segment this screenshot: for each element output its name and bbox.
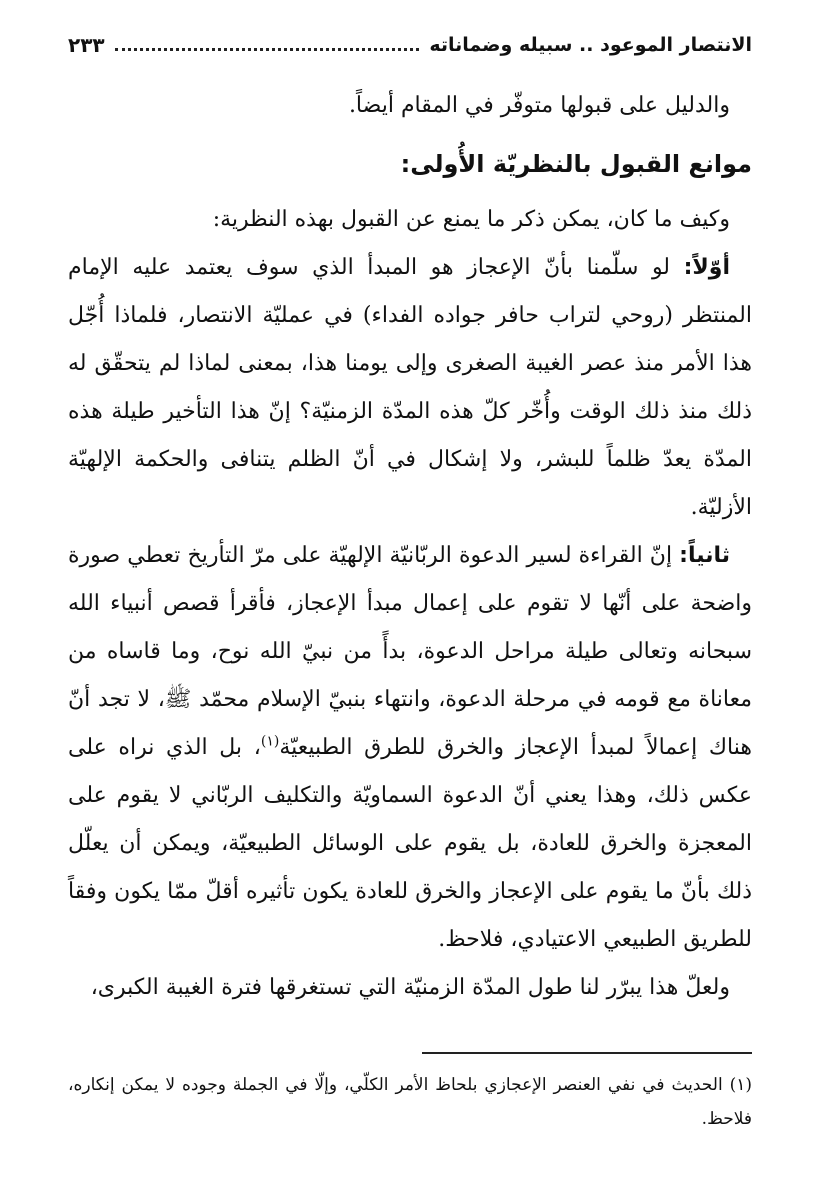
running-header — [68, 28, 752, 62]
paragraph-third: ولعلّ هذا يبرّر لنا طول المدّة الزمنيّة التي تستغرقها فترة الغيبة الكبرى، — [90, 975, 730, 1000]
page-number: ٢٣٣ — [68, 33, 105, 57]
point-two-text-a: إنّ القراءة لسير الدعوة الربّانيّة الإلهيّة على مرّ التأريخ تعطي صورة واضحة على أنّها لا تقوم على إعمال مبدأ الإعجاز، فأقرأ قصص أنبياء الله سبحانه وتعالى طيلة مراحل الدعوة، بدأً من نبيّ الله نوح، وما قاساه من معاناة مع قومه في مرحلة الدعوة، وانتهاء بنبيّ الإسلام محمّد ﷺ، لا تجد أنّ هناك إعمالاً لمبدأ الإعجاز والخرق للطرق الطبيعيّة — [68, 543, 752, 760]
main-text — [68, 82, 752, 1012]
point-one-text: لو سلّمنا بأنّ الإعجاز هو المبدأ الذي سوف يعتمد عليه الإمام المنتظر (روحي لتراب حافر جواده الفداء) في عمليّة الانتصار، فلماذا أُجّل هذا الأمر منذ عصر الغيبة الصغرى وإلى يومنا هذا، بمعنى لماذا لم يتحقّق له ذلك منذ ذلك الوقت وأُخّر كلّ هذه المدّة الزمنيّة؟ إنّ هذا التأخير طيلة هذه المدّة يعدّ ظلماً للبشر، ولا إشكال في أنّ الظلم يتنافى والحكمة الإلهيّة الأزليّة. — [68, 255, 752, 520]
footnote-text: (١) الحديث في نفي العنصر الإعجازي بلحاظ الأمر الكلّي، وإلّا في الجملة وجوده لا يمكن إنكاره، فلاحظ. — [68, 1075, 752, 1129]
point-two-text-b: ، بل الذي نراه على عكس ذلك، وهذا يعني أنّ الدعوة السماويّة والتكليف الربّاني لا يقوم على المعجزة والخرق للعادة، بل يقوم على الوسائل الطبيعيّة، ويمكن أن يعلّل ذلك بأنّ ما يقوم على الإعجاز والخرق للعادة يكون تأثيره أقلّ ممّا يكون وفقاً للطريق الطبيعي الاعتيادي، فلاحظ. — [68, 735, 752, 952]
paragraph-intro: والدليل على قبولها متوفّر في المقام أيضاً. — [348, 93, 730, 118]
paragraph-second-point — [68, 532, 752, 964]
section-heading: موانع القبول بالنظريّة الأُولى: — [400, 150, 752, 178]
paragraph-first-point — [68, 244, 752, 532]
footnote-separator — [422, 1052, 752, 1054]
book-page — [68, 28, 752, 1136]
running-title: الانتصار الموعود .. سبيله وضماناته — [429, 34, 752, 56]
point-two-label: ثانياً: — [679, 543, 730, 568]
paragraph-how: وكيف ما كان، يمكن ذكر ما يمنع عن القبول بهذه النظرية: — [212, 207, 730, 232]
footnote-reference: (١) — [260, 733, 280, 750]
point-one-label: أوّلاً: — [683, 255, 730, 280]
leader-dots — [115, 48, 420, 51]
